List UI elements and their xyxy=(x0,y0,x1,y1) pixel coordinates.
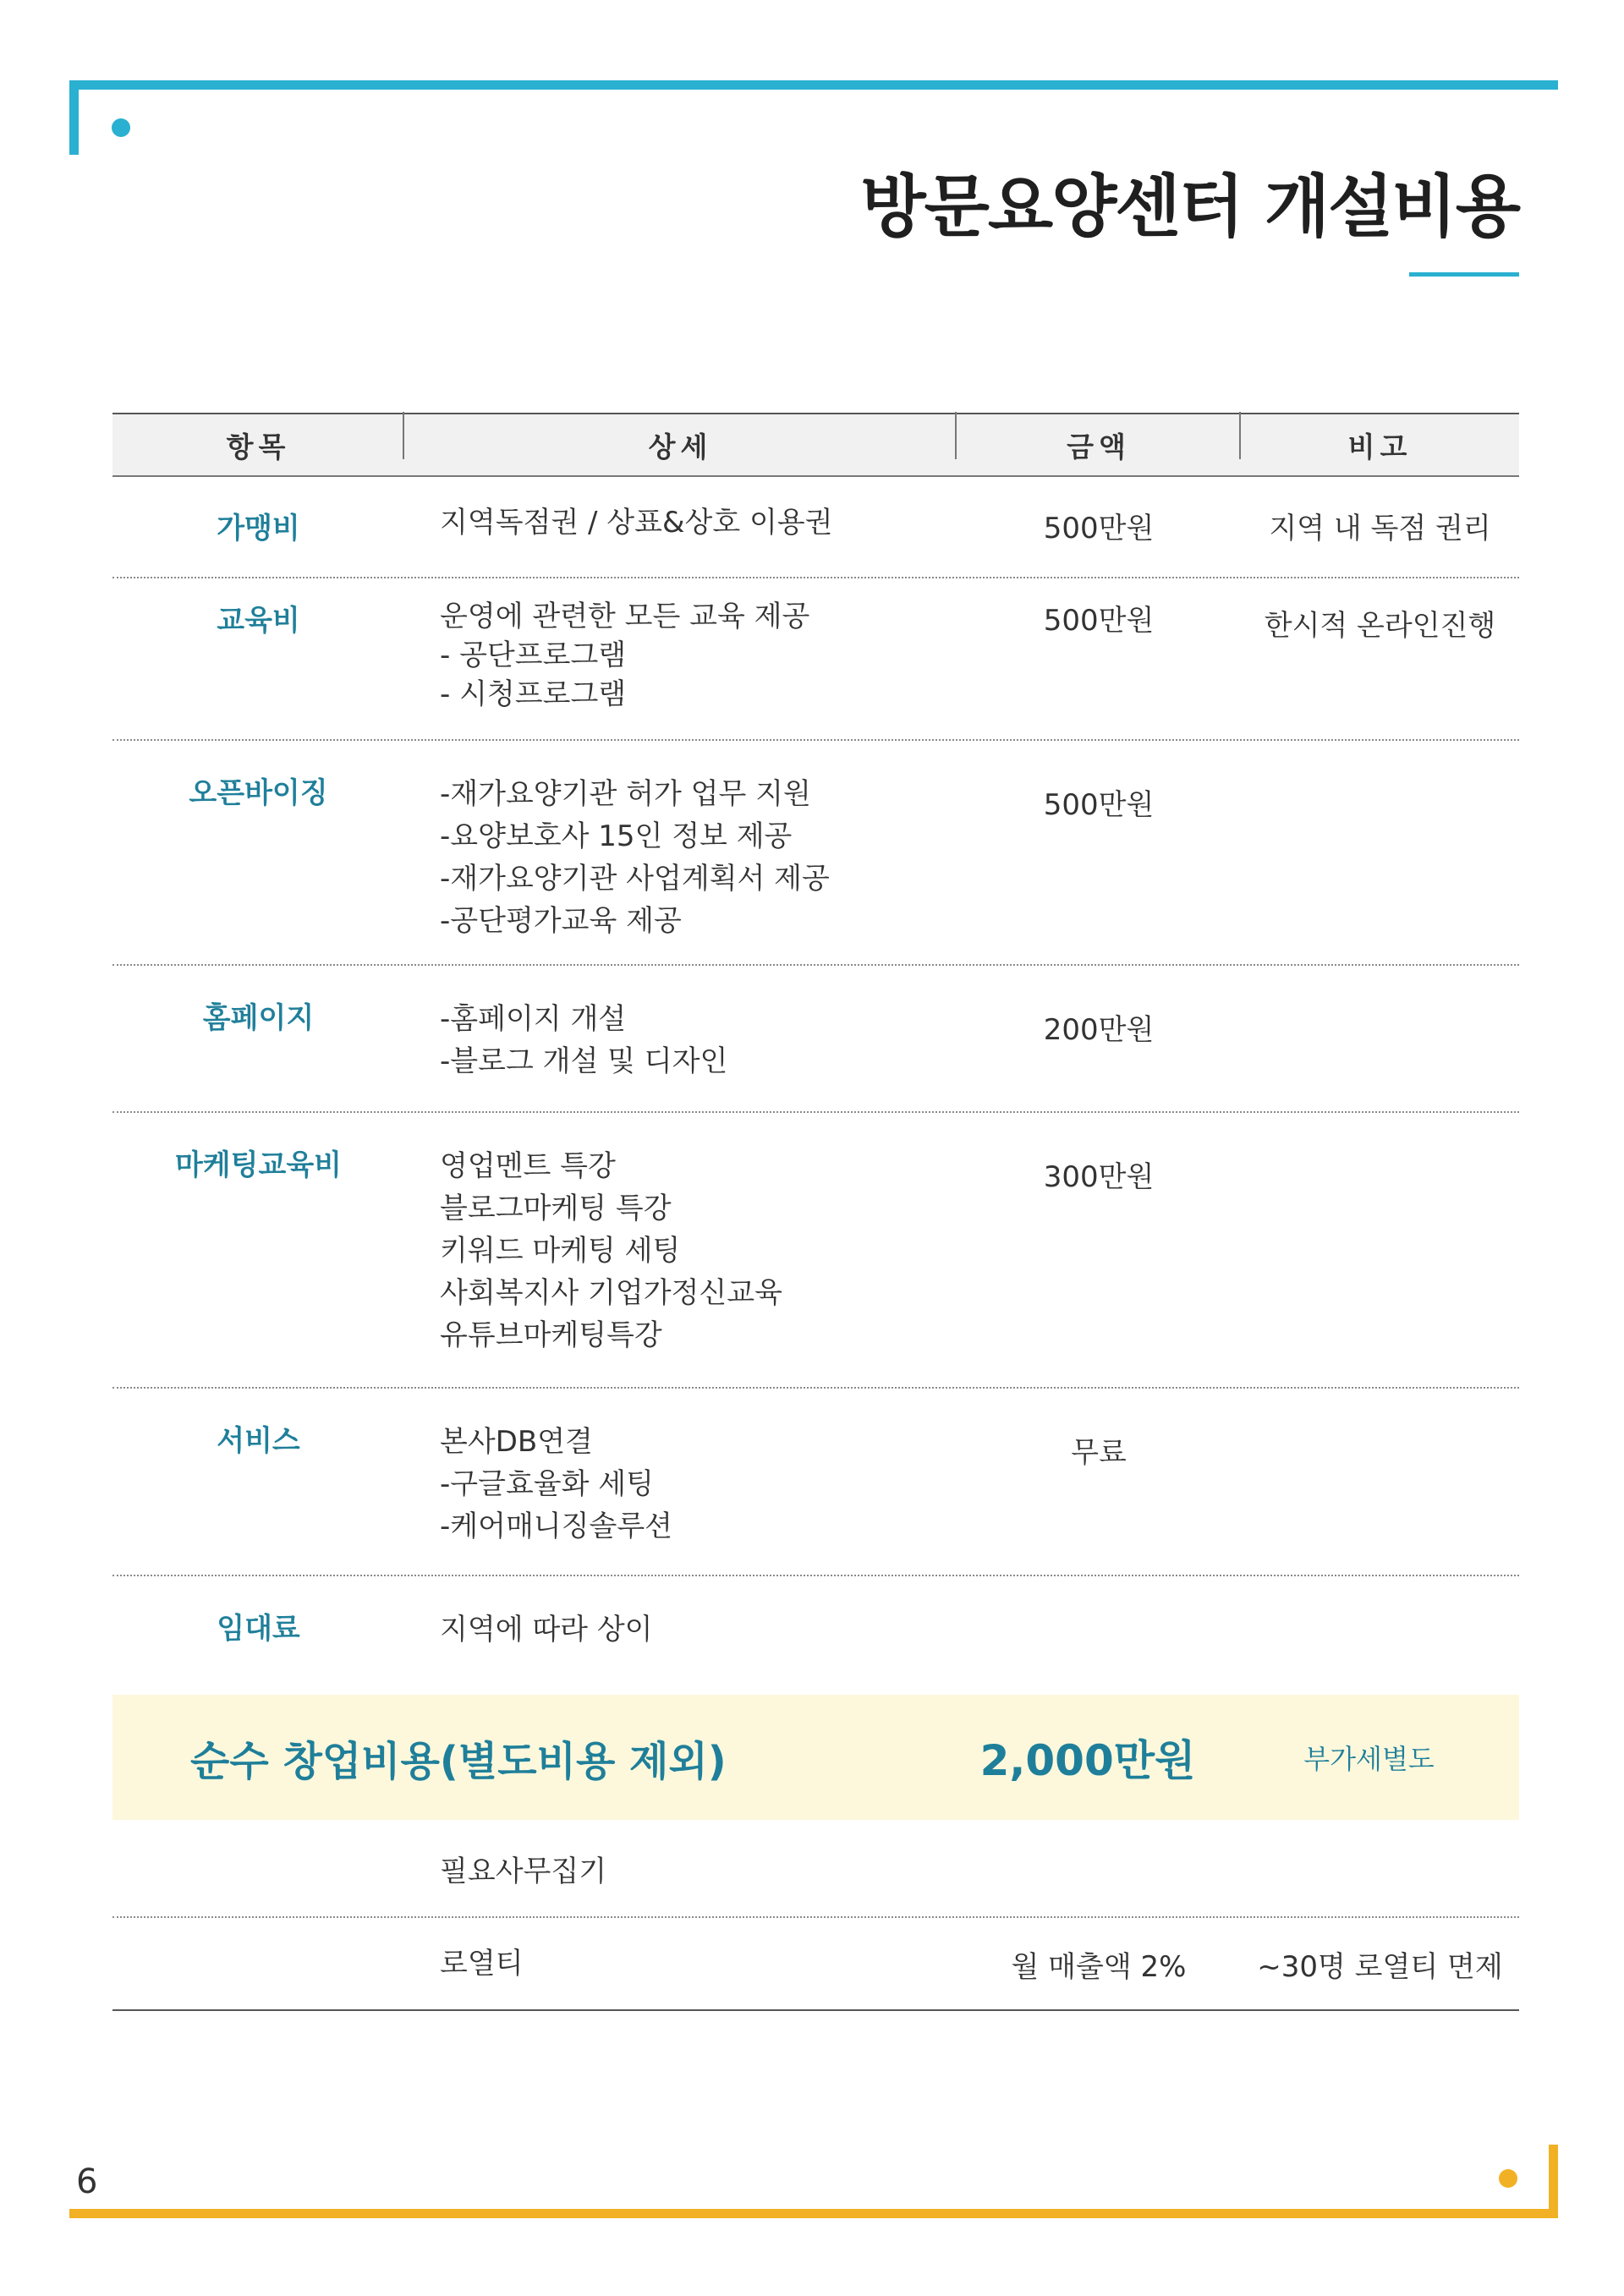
table-row xyxy=(112,1576,1519,1686)
row-amount: 무료 xyxy=(1071,1436,1127,1470)
total-amount: 2,000만원 xyxy=(979,1736,1196,1785)
row-label: 교육비 xyxy=(217,604,300,638)
row-label: 마케팅교육비 xyxy=(174,1148,343,1182)
row-label: 오픈바이징 xyxy=(189,776,328,810)
table-row xyxy=(112,1918,1519,2009)
row-note: 한시적 온라인진행 xyxy=(1264,609,1496,643)
total-cost-row xyxy=(112,1695,1519,1820)
row-amount: 500만원 xyxy=(1043,604,1155,638)
row-detail: -홈페이지 개설 -블로그 개설 및 디자인 xyxy=(440,1002,728,1078)
row-note: ~30명 로열티 면제 xyxy=(1257,1949,1503,1984)
row-label: 서비스 xyxy=(217,1424,300,1458)
row-label: 가맹비 xyxy=(217,512,300,545)
table-row xyxy=(112,578,1519,741)
row-detail: 지역독점권 / 상표&상호 이용권 xyxy=(440,506,833,540)
row-note xyxy=(1241,1417,1519,1575)
row-amount: 200만원 xyxy=(1043,1013,1155,1047)
row-amount: 500만원 xyxy=(1043,788,1155,822)
row-note xyxy=(1241,995,1519,1111)
row-detail: -재가요양기관 허가 업무 지원 -요양보호사 15인 정보 제공 -재가요양기관 사업계획서 제공 -공단평가교육 제공 xyxy=(440,777,830,938)
table-row xyxy=(112,1389,1519,1576)
row-note xyxy=(1241,1142,1519,1387)
row-note xyxy=(1241,770,1519,964)
row-note: 지역 내 독점 권리 xyxy=(1269,512,1491,545)
row-detail: 본사DB연결 -구글효율화 세팅 -케어매니징솔루션 xyxy=(440,1425,673,1543)
row-detail: 로열티 xyxy=(440,1947,524,1981)
header-item: 항목 xyxy=(112,425,404,465)
header-amount: 금액 xyxy=(957,425,1241,465)
table-row xyxy=(112,477,1519,578)
row-label: 홈페이지 xyxy=(202,1001,315,1035)
header-detail: 상세 xyxy=(404,425,957,465)
top-frame-corner xyxy=(69,80,79,155)
row-amount xyxy=(957,1605,1241,1686)
row-label: 임대료 xyxy=(217,1612,300,1646)
total-note: 부가세별도 xyxy=(1303,1743,1435,1775)
row-detail: 필요사무집기 xyxy=(440,1855,607,1888)
bottom-frame-corner xyxy=(1549,2145,1558,2218)
bottom-frame-line xyxy=(69,2209,1558,2218)
page-number: 6 xyxy=(76,2162,98,2201)
table-row xyxy=(112,741,1519,966)
total-label: 순수 창업비용(별도비용 제외) xyxy=(190,1737,727,1785)
table-header xyxy=(112,413,1519,477)
header-note: 비고 xyxy=(1347,430,1413,463)
extra-cost-table xyxy=(112,1827,1519,2011)
top-frame-line xyxy=(69,80,1558,90)
row-detail: 영업멘트 특강 블로그마케팅 특강 키워드 마케팅 세팅 사회복지사 기업가정신교육 유튜브마케팅특강 xyxy=(440,1149,782,1352)
row-amount: 300만원 xyxy=(1043,1160,1155,1194)
row-detail: 지역에 따라 상이 xyxy=(440,1613,653,1647)
cost-table xyxy=(112,413,1519,1686)
table-row xyxy=(112,966,1519,1113)
table-row xyxy=(112,1827,1519,1918)
table-row xyxy=(112,1113,1519,1389)
bottom-dot-decoration xyxy=(1499,2169,1517,2188)
top-dot-decoration xyxy=(112,118,130,137)
row-note xyxy=(1241,1605,1519,1686)
row-amount: 월 매출액 2% xyxy=(1011,1949,1187,1984)
page-title: 방문요양센터 개설비용 xyxy=(860,167,1519,246)
row-amount: 500만원 xyxy=(1043,512,1155,545)
title-underline xyxy=(1409,272,1519,277)
row-detail: 운영에 관련한 모든 교육 제공 - 공단프로그램 - 시청프로그램 xyxy=(440,600,810,711)
